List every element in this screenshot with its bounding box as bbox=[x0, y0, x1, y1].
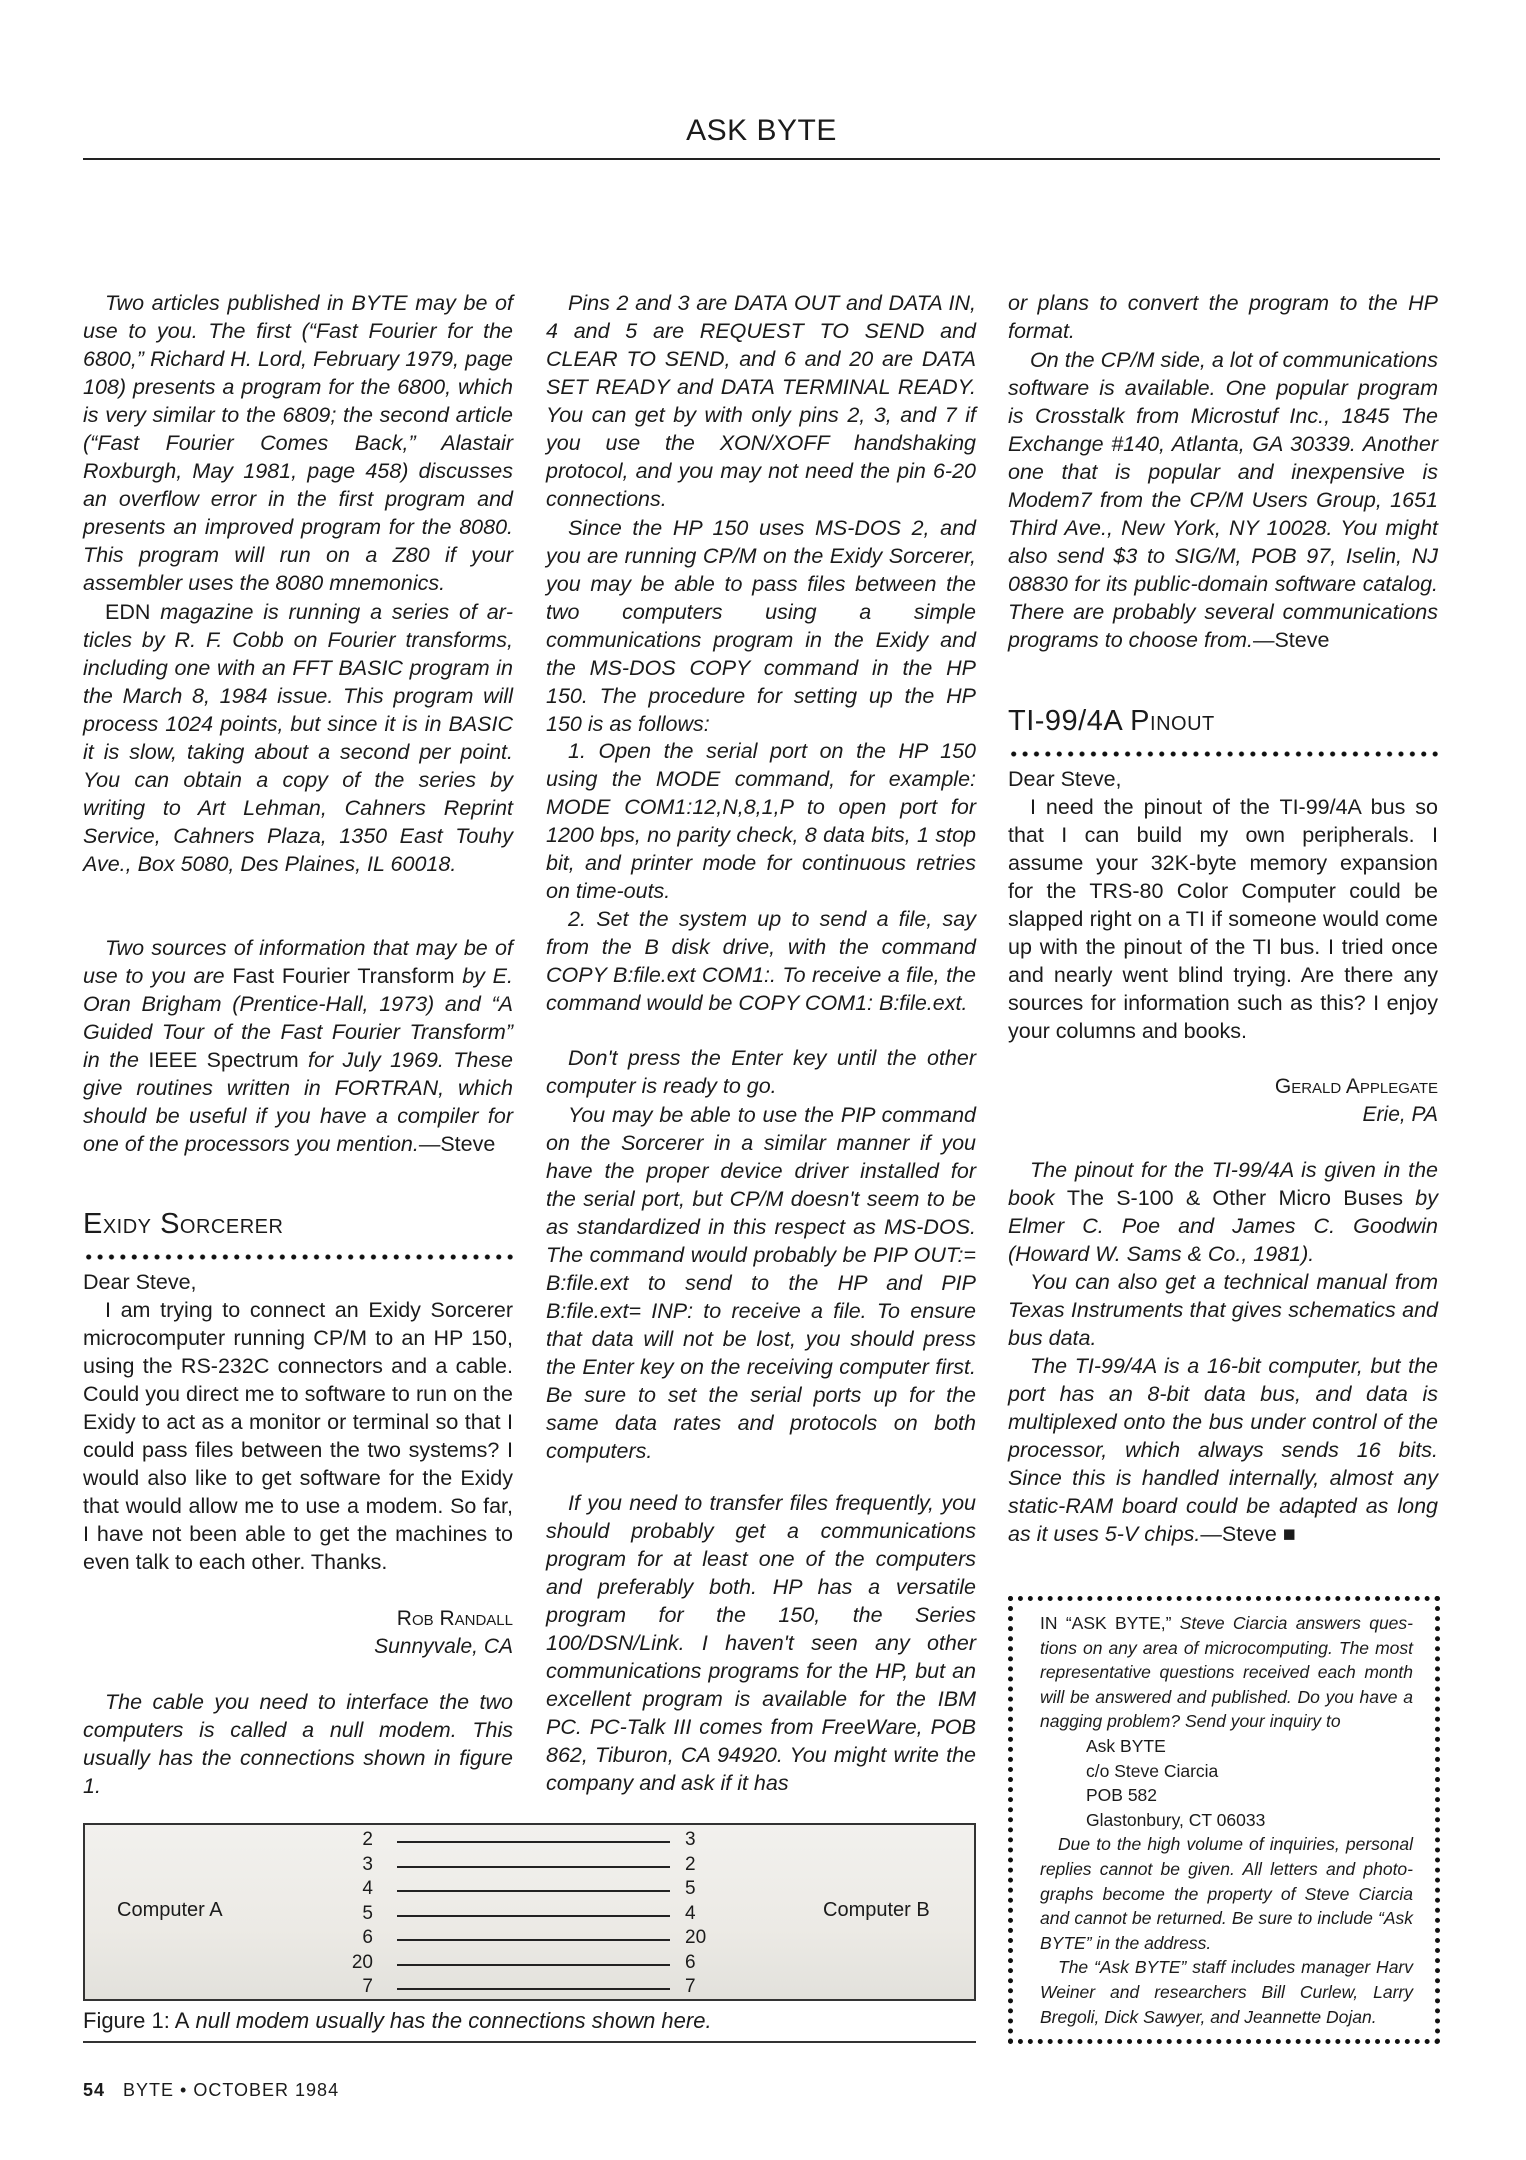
computer-b-pin: 20 bbox=[685, 1927, 707, 1948]
paragraph bbox=[83, 289, 513, 597]
connection-wire bbox=[397, 1964, 670, 1966]
info-notice: Due to the high volume of inquiries, personal replies cannot be given. All letters and photographs become the property of Steve Ciarcia and cannot be returned. Be sure to include “Ask BYTE” in the address. bbox=[1040, 1834, 1413, 1953]
connection-wire bbox=[397, 1988, 670, 1990]
address-line: c/o Steve Ciarcia bbox=[1086, 1760, 1219, 1781]
column-1 bbox=[83, 0, 513, 1800]
address-line: Glastonbury, CT 06033 bbox=[1086, 1809, 1266, 1830]
paragraph bbox=[1008, 1268, 1438, 1352]
text-segment: I need the pinout of the TI-99/4A bus so that I can build my own peripherals. I assume your 32K-byte memory expansion for the TRS-80 Color Computer could be slapped right on a TI if someone would come up with the pinout of the TI bus. I tried once and nearly went blind trying. Are there any sources for information such as this? I enjoy your columns and books. bbox=[1008, 795, 1438, 1043]
computer-a-pin: 4 bbox=[362, 1878, 373, 1899]
paragraph bbox=[1008, 289, 1438, 345]
computer-b-pin: 3 bbox=[685, 1829, 696, 1850]
text-segment: I am trying to connect an Exidy Sorcerer microcomputer running CP/M to an HP 150, using the RS-232C connectors and a cable. Could you direct me to software to run on the Exidy to act as a monitor or terminal so that I could pass files between the two systems? I would also like to get software for the Exidy that would allow me to use a modem. So far, I have not been able to get the machines to even talk to each other. Thanks. bbox=[83, 1298, 513, 1574]
paragraph bbox=[1008, 1352, 1438, 1548]
text-segment: for July 1969. These give routines written in FORTRAN, which should be useful if you have a compiler for one of the processors you mention. bbox=[83, 1048, 513, 1156]
connection-wire bbox=[397, 1939, 670, 1941]
computer-a-pin: 2 bbox=[362, 1829, 373, 1850]
signature-name: Gerald Applegate bbox=[1274, 1075, 1438, 1098]
roman-text-segment: IEEE Spectrum bbox=[148, 1048, 299, 1072]
roman-text-segment: EDN bbox=[105, 600, 151, 624]
paragraph bbox=[83, 1688, 513, 1800]
computer-a-pin: 7 bbox=[362, 1976, 373, 1997]
paragraph bbox=[546, 514, 976, 738]
address-line: POB 582 bbox=[1086, 1785, 1158, 1806]
computer-a-pin: 6 bbox=[362, 1927, 373, 1948]
roman-text-segment: —Steve bbox=[1252, 628, 1330, 652]
figure-caption bbox=[83, 2008, 712, 2034]
paragraph bbox=[546, 1101, 976, 1465]
text-segment: Don't press the Enter key until the other computer is ready to go. bbox=[546, 1046, 976, 1098]
computer-b-pin: 4 bbox=[685, 1902, 696, 1924]
text-segment: On the CP/M side, a lot of communications software is available. One popular program is Crosstalk from Microstuf Inc., 1845 The Exchange #140, Atlanta, GA 30339. Another one that is popular and inexpensive is Modem7 from the CP/M Users Group, 1651 Third Ave., New York, NY 10028. You might also send $3 to SIG/M, POB 97, Iselin, NJ 08830 for its public-domain software catalog. There are probably several communications programs to choose from. bbox=[1008, 348, 1438, 652]
paragraph bbox=[1008, 1156, 1438, 1268]
caption-text: null modem usually has the connections shown here. bbox=[189, 2008, 712, 2033]
text-segment: If you need to transfer files frequently, you should probably get a communications program for at least one of the computers and preferably both. HP has a versatile program for the 150, the Series 100/DSN/Link. I haven't seen any other communications programs for the HP, but an excellent program is available for the IBM PC. PC-Talk III comes from FreeWare, POB 862, Tiburon, CA 94920. You might write the company and ask if it has bbox=[546, 1491, 976, 1795]
letter-body bbox=[1008, 793, 1438, 1045]
roman-text-segment: The S-100 & Other Micro Buses bbox=[1066, 1186, 1404, 1210]
paragraph bbox=[546, 737, 976, 905]
text-segment: by Elmer C. Poe and James C. Goodwin (Howard W. Sams & Co., 1981). bbox=[1008, 1186, 1438, 1266]
computer-b-pin: 7 bbox=[685, 1976, 696, 1997]
text-segment: by E. Oran Brigham (Prentice-Hall, 1973) and “A Guided Tour of the Fast Fourier Transform” in the bbox=[83, 964, 513, 1072]
signature-place: Erie, PA bbox=[1362, 1103, 1438, 1126]
computer-a-label: Computer A bbox=[117, 1899, 223, 1921]
computer-b-pin: 2 bbox=[685, 1853, 696, 1875]
section-heading: TI-99/4A Pinout bbox=[1008, 705, 1215, 737]
caption-prefix: Figure 1: A bbox=[83, 2008, 190, 2033]
text-segment: The TI-99/4A is a 16-bit computer, but the port has an 8-bit data bus, and data is multiplexed onto the bus under control of the processor, which always sends 16 bits. Since this is handled internally, almost any static-RAM board could be adapted as long as it uses 5-V chips. bbox=[1008, 1354, 1438, 1546]
paragraph bbox=[546, 1489, 976, 1797]
connection-wire bbox=[397, 1866, 670, 1868]
text-segment: Since the HP 150 uses MS-DOS 2, and you are running CP/M on the Exidy Sorcerer, you may be able to pass files between the two computers using a simple communications program in the Exidy and the MS-DOS COPY command in the HP 150. The procedure for setting up the HP 150 is as follows: bbox=[546, 516, 976, 736]
text-segment: 2. Set the system up to send a file, say from the B disk drive, with the command COPY B:file.ext COM1:. To receive a file, the command would be COPY COM1: B:file.ext. bbox=[546, 907, 976, 1015]
computer-a-pin: 5 bbox=[362, 1902, 373, 1924]
text-segment: The cable you need to interface the two computers is called a null modem. This usually has the connections shown in figure 1. bbox=[83, 1690, 513, 1798]
paragraph bbox=[546, 1044, 976, 1100]
computer-b-label: Computer B bbox=[823, 1899, 930, 1921]
address-line: Ask BYTE bbox=[1086, 1735, 1166, 1756]
ask-byte-info-box bbox=[1008, 1596, 1440, 2044]
paragraph bbox=[1008, 346, 1438, 654]
paragraph bbox=[546, 905, 976, 1017]
info-intro: Steve Ciarcia answers questions on any area of microcomputing. The most representative questions received each month will be answered and published. Do you have a nagging problem? Send your inquiry to bbox=[1040, 1613, 1413, 1732]
text-segment: Two articles published in BYTE may be of use to you. The first (“Fast Fourier for the 6800,” Richard H. Lord, February 1979, page 108) presents a program for the 6800, which is very similar to the 6809; the second article (“Fast Fourier Comes Back,” Alastair Roxburgh, May 1981, page 458) discusses an overflow error in the first program and presents an improved program for the 8080. This program will run on a Z80 if your assembler uses the 8080 mnemonics. bbox=[83, 291, 513, 595]
text-segment: or plans to convert the program to the HP format. bbox=[1008, 291, 1438, 343]
salutation: Dear Steve, bbox=[1008, 767, 1122, 791]
text-segment: You may be able to use the PIP command on the Sorcerer in a similar manner if you have the proper device driver installed for the serial port, but CP/M doesn't seem to be as standardized in this respect as MS-DOS. The command would probably be PIP OUT:= B:file.ext to send to the HP and PIP B:file.ext= INP: to receive a file. To ensure that data will not be lost, you should press the Enter key on the receiving computer first. Be sure to set the serial ports up for the same data rates and protocols on both computers. bbox=[546, 1103, 976, 1463]
connection-wire bbox=[397, 1841, 670, 1843]
text-segment: You can also get a technical manual from Texas Instruments that gives schematics and bus data. bbox=[1008, 1270, 1438, 1350]
page-header-title: ASK BYTE bbox=[686, 114, 837, 147]
info-intro-prefix: IN “ASK BYTE,” bbox=[1040, 1613, 1172, 1633]
magazine-issue: BYTE • OCTOBER 1984 bbox=[123, 2080, 340, 2100]
connection-wire bbox=[397, 1915, 670, 1917]
info-staff: The “Ask BYTE” staff includes manager Harv Weiner and researchers Bill Curlew, Larry Bregoli, Dick Sawyer, and Jeannette Dojan. bbox=[1040, 1957, 1413, 2027]
section-heading: Exidy Sorcerer bbox=[83, 1208, 284, 1240]
paragraph bbox=[83, 598, 513, 878]
signature-place: Sunnyvale, CA bbox=[374, 1635, 513, 1658]
computer-a-pin: 3 bbox=[362, 1853, 373, 1875]
caption-rule bbox=[83, 2041, 976, 2043]
roman-text-segment: —Steve bbox=[418, 1132, 496, 1156]
null-modem-figure bbox=[83, 1823, 976, 2001]
salutation: Dear Steve, bbox=[83, 1270, 197, 1294]
dotted-divider bbox=[1008, 750, 1438, 758]
text-segment: 1. Open the serial port on the HP 150 using the MODE command, for example: MODE COM1:12,N,8,1,P to open port for 1200 bps, no parity check, 8 data bits, 1 stop bit, and printer mode for continuous retries on time-outs. bbox=[546, 739, 976, 903]
text-segment: The pinout for the TI-99/4A is given in the book bbox=[1008, 1158, 1438, 1210]
roman-text-segment: Fast Fourier Transform bbox=[232, 964, 455, 988]
paragraph bbox=[546, 289, 976, 513]
computer-b-pin: 6 bbox=[685, 1951, 696, 1973]
computer-a-pin: 20 bbox=[351, 1951, 373, 1973]
text-segment: magazine is running a series of articles by R. F. Cobb on Fourier transforms, including one with an FFT BASIC program in the March 8, 1984 issue. This program will process 1024 points, but since it is in BASIC it is slow, taking about a second per point. You can obtain a copy of the series by writing to Art Lehman, Cahners Reprint Service, Cahners Plaza, 1350 East Touhy Ave., Box 5080, Des Plaines, IL 60018. bbox=[83, 600, 513, 876]
page-footer bbox=[83, 2080, 339, 2101]
column-2 bbox=[546, 0, 976, 1800]
column-3 bbox=[1008, 0, 1438, 1590]
dotted-divider bbox=[83, 1253, 513, 1261]
connection-wire bbox=[397, 1890, 670, 1892]
roman-text-segment: —Steve ■ bbox=[1200, 1522, 1296, 1546]
page-number: 54 bbox=[83, 2080, 106, 2100]
paragraph bbox=[83, 934, 513, 1158]
computer-b-pin: 5 bbox=[685, 1878, 696, 1899]
signature-name: Rob Randall bbox=[396, 1607, 513, 1630]
letter-body bbox=[83, 1296, 513, 1576]
text-segment: Two sources of information that may be of use to you are bbox=[83, 936, 513, 988]
text-segment: Pins 2 and 3 are DATA OUT and DATA IN, 4 and 5 are REQUEST TO SEND and CLEAR TO SEND, and 6 and 20 are DATA SET READY and DATA TERMINAL READY. You can get by with only pins 2, 3, and 7 if you use the XON/XOFF handshaking protocol, and you may not need the pin 6-20 connections. bbox=[546, 291, 976, 511]
